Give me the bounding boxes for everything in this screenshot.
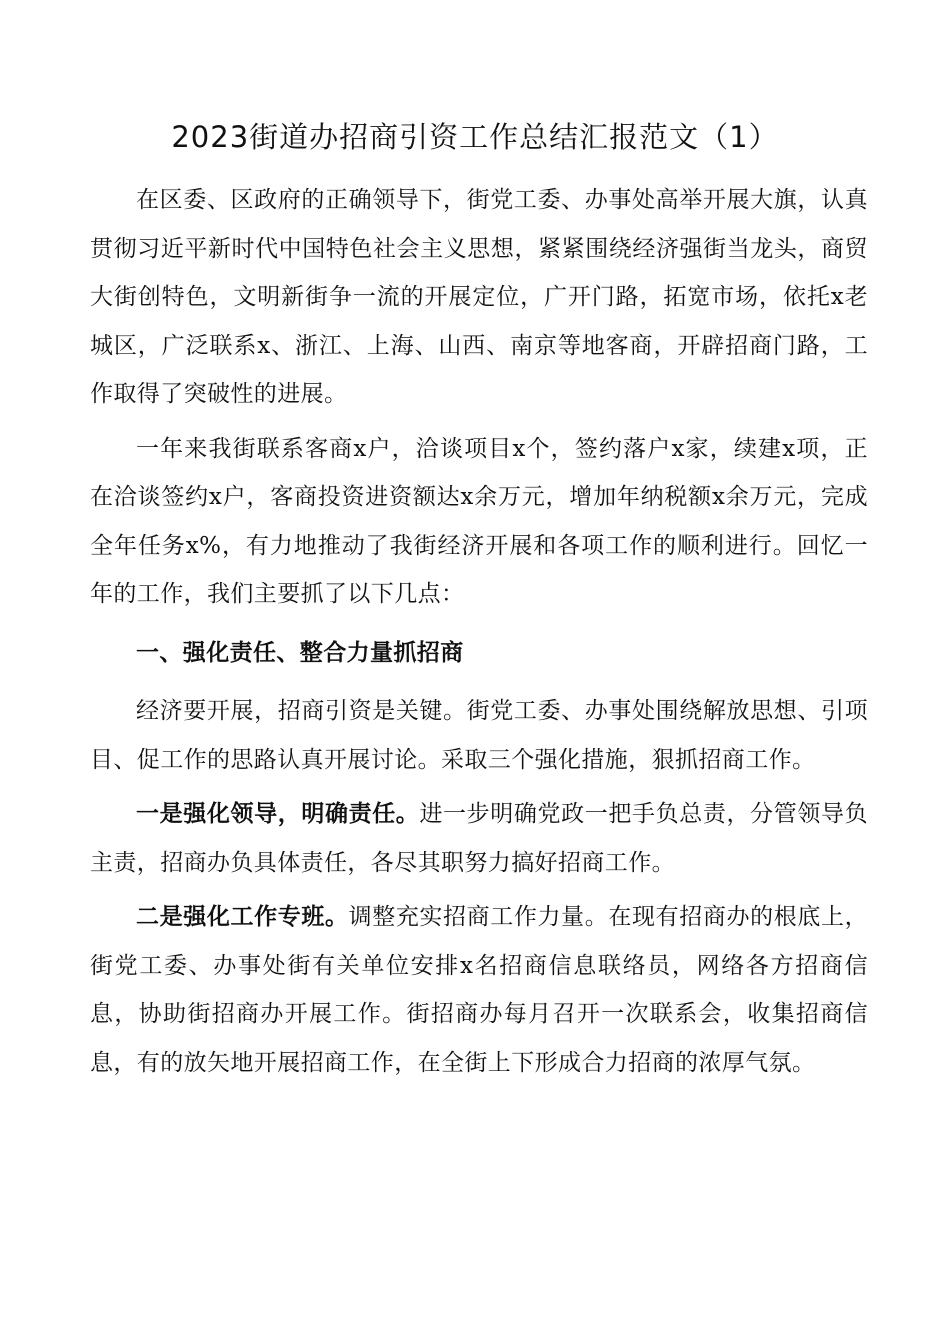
document-title: 2023街道办招商引资工作总结汇报范文（1）	[171, 120, 779, 154]
paragraph-section-1-intro: 经济要开展，招商引资是关键。街党工委、办事处围绕解放思想、引项目、促工作的思路认真开展讨论。采取三个强化措施，狠抓招商工作。	[90, 698, 868, 773]
measure-2-text: 调整充实招商工作力量。在现有招商办的根底上，街党工委、办事处街有关单位安排x名招商信息联络员，网络各方招商信息，协助街招商办开展工作。街招商办每月召开一次联系会，收集招商信息，有的放矢地开展招商工作，在全街上下形成合力招商的浓厚气氛。	[90, 904, 868, 1076]
document-body	[90, 176, 868, 1087]
paragraph-measure-2	[90, 893, 868, 1087]
paragraph-intro: 在区委、区政府的正确领导下，街党工委、办事处高举开展大旗，认真贯彻习近平新时代中国特色社会主义思想，紧紧围绕经济强街当龙头，商贸大街创特色，文明新街争一流的开展定位，广开门路，拓宽市场，依托x老城区，广泛联系x、浙江、上海、山西、南京等地客商，开辟招商门路，工作取得了突破性的进展。	[90, 187, 868, 407]
paragraph-measure-1	[90, 790, 868, 887]
measure-1-text: 进一步明确党政一把手负总责，分管领导负主责，招商办负具体责任，各尽其职努力搞好招商工作。	[90, 801, 868, 876]
section-heading-1: 一、强化责任、整合力量抓招商	[136, 639, 464, 666]
paragraph-summary: 一年来我街联系客商x户，洽谈项目x个，签约落户x家，续建x项，正在洽谈签约x户，客商投资进资额达x余万元，增加年纳税额x余万元，完成全年任务x%，有力地推动了我街经济开展和各项工作的顺利进行。回忆一年的工作，我们主要抓了以下几点：	[90, 435, 868, 607]
measure-1-lead: 一是强化领导，明确责任。	[136, 801, 420, 827]
measure-2-lead: 二是强化工作专班。	[136, 904, 349, 930]
